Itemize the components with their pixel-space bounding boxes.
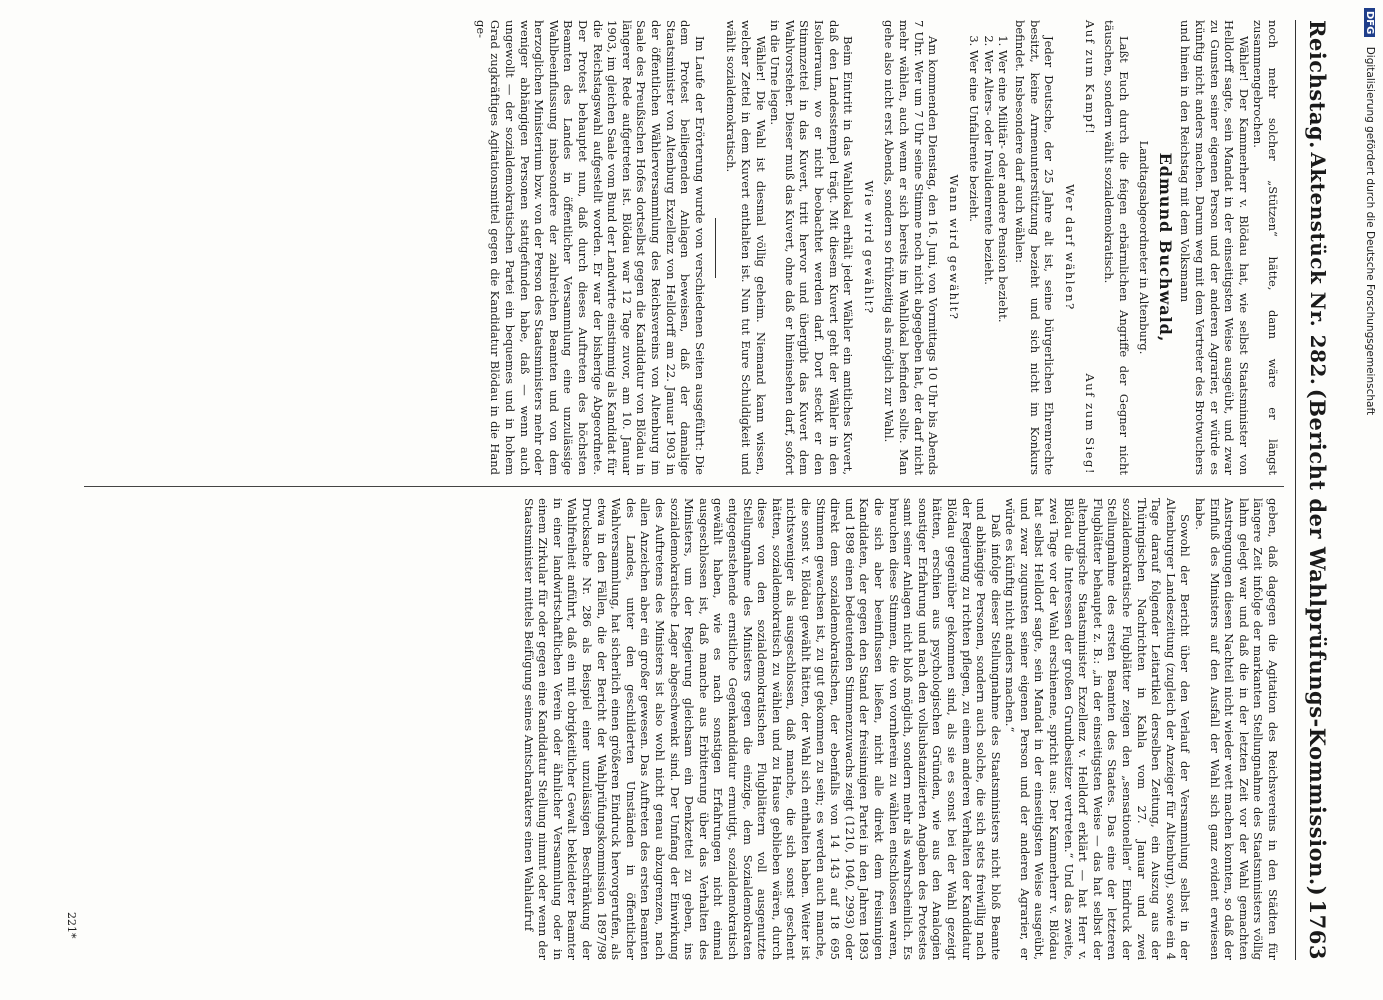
signature-mark: 221* [65, 912, 78, 939]
paragraph: Jeder Deutsche, der 25 Jahre alt ist, seine bürgerlichen Ehrenrechte besitzt, keine Armenunterstützung bezieht und sich nicht im Konkurs befindet. Insbesondere darf auch wählen: [1013, 20, 1057, 475]
left-column [473, 20, 1280, 475]
eligibility-list [967, 50, 1011, 475]
header-right-label: (Bericht der Wahlprüfungs-Kommission.) [1305, 388, 1331, 897]
list-item: 2. Wer Alters- oder Invalidenrente bezieht. [981, 50, 996, 475]
section-heading: Wann wird gewählt? [946, 174, 961, 321]
page-number: 1763 [1305, 899, 1331, 960]
dfg-logo: DFG [1364, 8, 1375, 37]
slogan-row [1083, 20, 1098, 475]
section-heading: Wer darf wählen? [1062, 184, 1077, 311]
page-header [1295, 20, 1340, 960]
header-center: Aktenstück Nr. 282. [1306, 152, 1330, 386]
column-divider [84, 486, 1284, 487]
right-column [521, 498, 1280, 960]
paragraph: Am kommenden Dienstag, den 16. Juni, von Vormittags 10 Uhr bis Abends 7 Uhr. Wer um 7 Uhr seine Stimme noch nicht abgegeben hat, der darf nicht mehr wählen, auch wenn er sich bereits im Wahllokal befinden sollte. Man gehe also nicht erst Abends, sondern so frühzeitig als möglich zur Wahl. [882, 20, 941, 475]
candidate-name: Edmund Buchwald, [1155, 152, 1175, 343]
slogan-left: Auf zum Kampf! [1083, 20, 1098, 136]
list-item: 1. Wer eine Militär- oder andere Pension bezieht. [996, 50, 1011, 475]
paragraph: noch mehr solcher „Stützen“ hätte, dann wäre er längst zusammengebrochen. [1251, 20, 1280, 475]
candidate-title: Landtagsabgeordneter in Altenburg. [1137, 140, 1152, 355]
list-item: 3. Wer eine Unfallrente bezieht. [967, 50, 982, 475]
credit-line: Digitalisierung gefördert durch die Deutsche Forschungsgemeinschaft [1364, 46, 1376, 416]
paragraph: geben, daß dagegen die Agitation des Reichsvereins in den Städten für längere Zeit infolge der markanten Stellungnahme des Staatsministers völlig lahm gelegt war und daß die in der letzten Zeit vor der Wahl gemachten Anstrengungen diesen Nachteil nicht wieder wett machen konnten, so daß der Einfluß des Ministers auf den Ausfall der Wahl sich ganz evident erwiesen habe. [1193, 498, 1280, 960]
paragraph: Daß infolge dieser Stellungnahme des Staatsministers nicht bloß Beamte und abhängige Personen, sondern auch solche, die sich stets freiwillig nach der Regierung zu richten pflegen, zu einem anderen Verhalten der Kandidatur Blödau gegenüber gekommen sind, als sie es sonst bei der Wahl gezeigt hätten, erschien aus psychologischen Gründen, wie aus den Analogien sonstiger Erfahrung und nach den vollsubstanziierten Angaben des Protestes samt seiner Anlagen nicht bloß möglich, sondern mehr als wahrscheinlich. Es brauchen diese Stimmen, die von vornherein zu wählen entschlossen waren, die sich aber beeinflussen ließen, nicht alle direkt dem freisinnigen Kandidaten, der gegen den Stand der freisinnigen Partei in den Jahren 1893 und 1898 einen bedeutenden Stimmenzuwachs zeigt (1210, 1040, 2993) oder direkt dem sozialdemokratischen, der ebenfalls von 14 143 auf 18 695 Stimmen gewachsen ist, zu gut gekommen zu sein; es werden auch manche, die sonst v. Blödau gewählt hätten, der Wahl sich enthalten haben. Weiter ist nichtsweniger als ausgeschlossen, daß manche, die sich sonst geschent hätten, sozialdemokratisch zu wählen und zu Hause geblieben wären, durch diese von den sozialdemokratischen Flugblättern voll ausgenutzte Stellungnahme des Ministers gegen die einzige, dem Sozialdemokraten entgegenstehende ernstliche Gegenkandidatur ermutigt, sozialdemokratisch gewählt haben, wie es nach sonstigen Erfahrungen nicht einmal ausgeschlossen ist, daß manche aus Erbitterung über das Verhalten des Ministers, um der Regierung gleichsam ein Denkzettel zu geben, ins sozialdemokratische Lager abgeschwenkt sind. Der Umfang der Einwirkung des Auftretens des Ministers ist also wohl nicht genau abzugrenzen, nach allen Anzeichen aber ein großer gewesen. Das Auftreten des ersten Beamten des Landes, unter den geschilderten Umständen in öffentlicher Wahlversammlung, hat sicherlich einen größeren Eindruck hervorgerufen, als etwa in den Fällen, die der Bericht der Wahlprüfungskommission 1897/98 Drucksache Nr. 286 als Beispiel einer unzulässigen Beschränkung der Wahlfreiheit anführt, daß ein mit obrigkeitlicher Gewalt bekleideter Beamter in einer landwirtschaftlichen Verein oder ähnlicher Versammlung oder in einem Zirkular für oder gegen eine Kandidatur Stellung nimmt oder wenn der Staatsminister mittels Beifügung seines Amtscharakters einen Wahlaufruf [521, 498, 1003, 960]
paragraph: Wähler! Die Wahl ist diesmal völlig geheim. Niemand kann wissen, welcher Zettel in dem Kuvert enthalten ist. Nun tut Eure Schuldigkeit und wählt sozialdemokratisch. [724, 20, 768, 475]
paragraph: Laßt Euch durch die feigen erbärmlichen Angriffe der Gegner nicht täuschen, sondern wählt sozialdemokratisch. [1102, 20, 1131, 475]
rotated-page-content [50, 20, 1340, 960]
paragraph: Wähler! Der Kammerherr v. Blödau hat, wie selbst Staatsminister von Helldorff sagte, sein Mandat in der einseitigsten Weise ausgeübt, und zwar zu Gunsten seiner eigenen Person und der anderen Agrarier, er würde es künftig nicht anders machen. Darum weg mit dem Vertreter des Brotwuchers und hinein in den Reichstag mit dem Volksmann [1178, 20, 1251, 475]
paragraph: Sowohl der Bericht über den Verlauf der Versammlung selbst in der Altenburger Landeszeitung (zugleich der Anzeiger für Altenburg), sowie ein 4 Tage darauf folgender Leitartikel derselben Zeitung, ein Auszug aus der Thüringischen Nachrichten in Kahla vom 27. Januar und zwei sozialdemokratische Flugblätter zeigen den „sensationellen“ Eindruck der Stellungnahme des ersten Beamten des Staates. Das eine der letzteren Flugblätter behauptet z. B.: „in der einseitigsten Weise — das hat selbst der altenburgische Staatsminister Exzellenz v. Helldorf erklärt — hat Herr v. Blödau die Interessen der großen Grundbesitzer vertreten.“ Und das zweite, zwei Tage vor der Wahl erschienene, spricht aus: Der Kammerherr v. Blödau hat selbst Helldorf sagte, sein Mandat in der einseitigsten Weise ausgeübt, und zwar zugunsten seiner eigenen Person und der anderen Agrarier, er würde es künftig nicht anders machen.“ [1003, 498, 1193, 960]
section-rule [715, 218, 716, 278]
side-credit [1358, 8, 1376, 868]
side-credit-text [1358, 8, 1376, 868]
header-left: Reichstag. [1305, 20, 1331, 149]
slogan-right: Auf zum Sieg! [1083, 373, 1098, 475]
paragraph: Beim Eintritt in das Wahllokal erhält jeder Wähler ein amtliches Kuvert, daß den Landesstempel trägt. Mit diesem Kuvert geht der Wähler in den Isolierraum, wo er nicht beobachtet werden darf. Dort steckt er den Stimmzettel in das Kuvert, tritt hervor und übergibt das Kuvert dem Wahlvorsteher. Dieser muß das Kuvert, ohne daß er hineinsehen darf, sofort in die Urne legen. [768, 20, 856, 475]
paragraph: Im Laufe der Erörterung wurde von verschiedenen Seiten ausgeführt: Die dem Protest beiliegenden Anlagen beweisen, daß der damalige Staatsminister von Altenburg Exzellenz von Helldorff am 22. Januar 1903 in der öffentlichen Wählerversammlung des Reichsvereins von Altenburg im Saale des Preußischen Hofes dortselbst gegen die Kandidatur von Blödau in längerer Rede aufgetreten ist. Blödau war 12 Tage zuvor, am 10. Januar 1903, im gleichen Saale vom Bund der Landwirte einstimmig als Kandidat für die Reichstagswahl aufgestellt worden. Er war der bisherige Abgeordnete. Der Protest behauptet nun, daß durch dieses Auftreten des höchsten Beamten des Landes in öffentlicher Versammlung eine unzulässige Wahlbeeinflussung insbesondere der zahlreichen Beamten und von dem herzoglichen Ministerium bzw. von der Person des Staatsministers mehr oder weniger abhängigen Personen stattgefunden habe, daß — wenn auch ungewollt — der sozialdemokratischen Partei ein bequemes und in hohem Grad zugkräftiges Agitationsmittel gegen die Kandidatur Blödau in die Hand ge- [473, 20, 707, 475]
section-heading: Wie wird gewählt? [861, 180, 876, 315]
